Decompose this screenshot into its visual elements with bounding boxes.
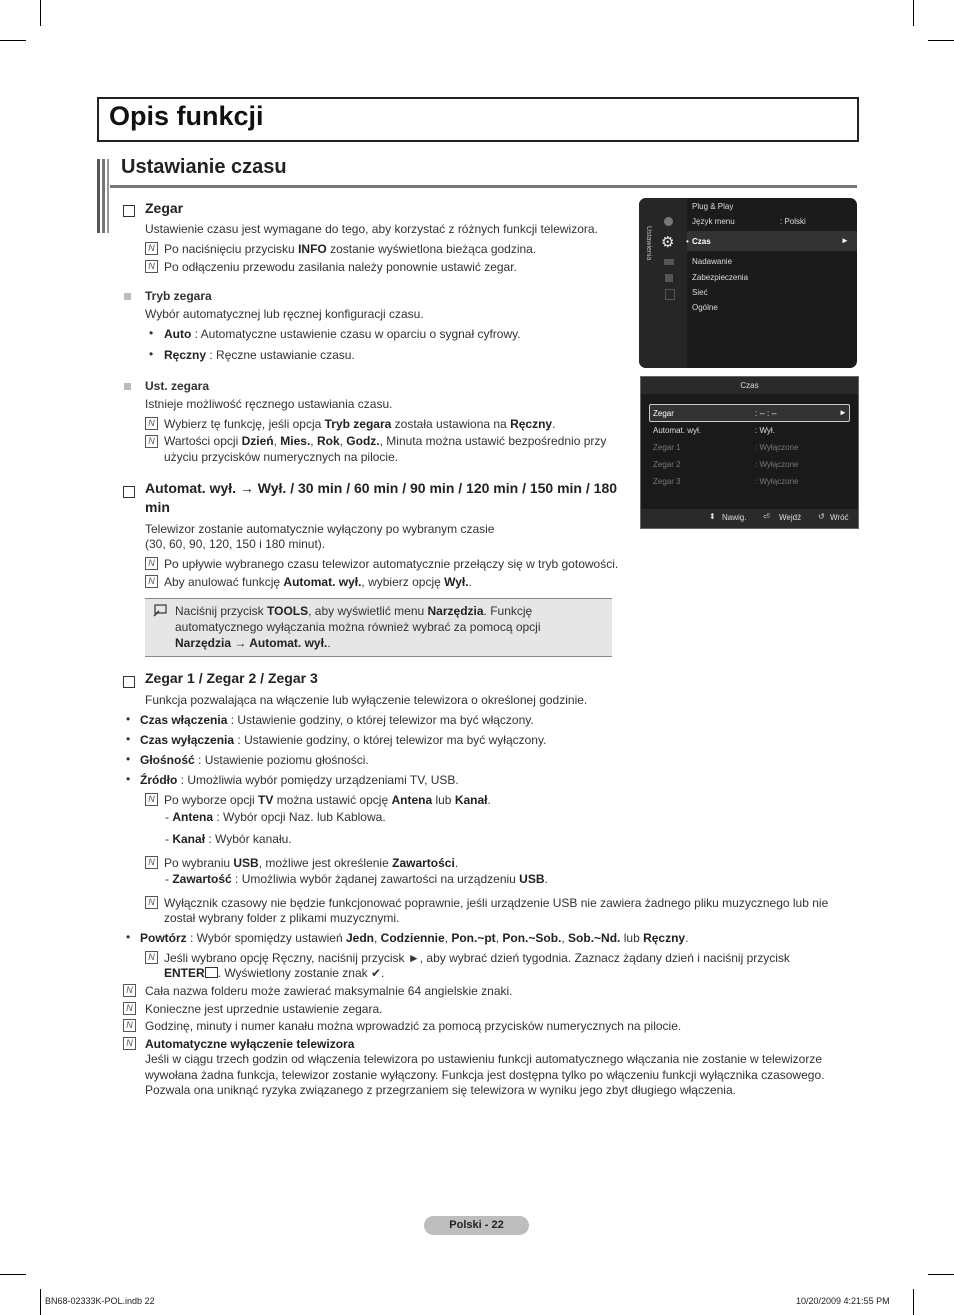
glosnosc-item: Głośność : Ustawienie poziomu głośności. (140, 753, 369, 767)
automat-heading-line2: min (145, 499, 170, 515)
bullet-icon: • (149, 347, 154, 361)
czas-title: Czas (740, 381, 759, 390)
bullet-icon: • (126, 712, 131, 726)
reczny-item: Ręczny : Ręczne ustawianie czasu. (164, 348, 355, 362)
checkbox-bullet-icon (123, 205, 135, 217)
bullet-icon: • (126, 752, 131, 766)
footer-timestamp: 10/20/2009 4:21:55 PM (796, 1296, 890, 1306)
zrodlo-note-1: Po wyborze opcji TV można ustawić opcję Antena lub Kanał. (164, 793, 491, 807)
menu-bullet-icon: • (686, 237, 689, 246)
row-zegar3-value: : Wyłączone (755, 477, 799, 486)
page-number: Polski - 22 (449, 1219, 504, 1231)
bullet-icon: • (149, 326, 154, 340)
general-note-4-line1: Jeśli w ciągu trzech godzin od włączenia telewizora po ustawieniu funkcji automatycznego włączania nie zostanie w telewizorze (145, 1052, 823, 1066)
zegar-heading: Zegar (145, 200, 184, 216)
general-note-3: Godzinę, minuty i numer kanału można wprowadzić za pomocą przycisków numerycznych na pilocie. (145, 1019, 682, 1033)
menu-item-plug-play[interactable]: Plug & Play (692, 202, 734, 211)
return-label: Wróć (830, 513, 849, 522)
note-icon: N (145, 575, 158, 588)
auto-item: Auto : Automatyczne ustawienie czasu w oparciu o sygnał cyfrowy. (164, 327, 521, 341)
menu-item-language[interactable]: Język menu (692, 217, 735, 226)
zrodlo-note-3-line2: został wybrany folder z plikami muzycznymi. (164, 911, 400, 925)
row-automat-label[interactable]: Automat. wył. (653, 426, 702, 435)
ust-note-2-line2: użyciu przycisków numerycznych na pilocie. (164, 450, 399, 464)
row-automat-value: : Wył. (755, 426, 775, 435)
tv-menu-czas (640, 376, 859, 529)
zegar123-heading: Zegar 1 / Zegar 2 / Zegar 3 (145, 670, 318, 686)
note-icon: N (145, 435, 158, 448)
tip-line-3: Narzędzia → Automat. wył.. (175, 636, 331, 650)
general-note-4-line3: Pozwala ona uniknąć ryzyka związanego z przegrzaniem się telewizora w wyniku jego zbyt długiego włączenia. (145, 1083, 736, 1097)
row-zegar1-label[interactable]: Zegar 1 (653, 443, 681, 452)
arrow-right-icon: ► (839, 408, 847, 417)
nav-label: Nawig. (722, 513, 747, 522)
enter-label: Wejdź (779, 513, 802, 522)
note-icon: N (123, 1037, 136, 1050)
square-bullet-icon (124, 293, 131, 300)
help-icon (665, 289, 675, 300)
powtorz-item: Powtórz : Wybór spomiędzy ustawień Jedn, Codziennie, Pon.~pt, Pon.~Sob., Sob.~Nd. lub Ręczny. (140, 931, 689, 945)
tryb-desc: Wybór automatycznej lub ręcznej konfiguracji czasu. (145, 307, 424, 321)
checkbox-bullet-icon (123, 676, 135, 688)
note-icon: N (145, 951, 158, 964)
powtorz-note-line1: Jeśli wybrano opcję Ręczny, naciśnij przycisk ►, aby wybrać dzień tygodnia. Zaznacz żądany dzień i naciśnij przycisk (164, 951, 790, 965)
bullet-icon: • (126, 930, 131, 944)
zawartosc-item: - Zawartość : Umożliwia wybór żądanej zawartości na urządzeniu USB. (165, 872, 548, 886)
row-zegar2-value: : Wyłączone (755, 460, 799, 469)
tools-icon (153, 604, 168, 617)
enter-icon: ⏎ (763, 512, 770, 521)
powtorz-note-line2: ENTER . Wyświetlony zostanie znak ✔. (164, 966, 385, 980)
crop-mark (40, 1289, 41, 1315)
footer-file-name: BN68-02333K-POL.indb 22 (45, 1296, 155, 1306)
general-note-1: Cała nazwa folderu może zawierać maksymalnie 64 angielskie znaki. (145, 984, 513, 998)
note-icon: N (145, 557, 158, 570)
ust-heading: Ust. zegara (145, 379, 210, 393)
crop-mark (40, 0, 41, 26)
czas-row-selected[interactable] (649, 404, 850, 422)
antena-item: - Antena : Wybór opcji Naz. lub Kablowa. (165, 810, 386, 824)
nav-arrows-icon: ⬍ (709, 512, 716, 521)
zegar123-desc: Funkcja pozwalająca na włączenie lub wyłączenie telewizora o określonej godzinie. (145, 693, 588, 707)
row-zegar2-label[interactable]: Zegar 2 (653, 460, 681, 469)
page-title: Opis funkcji (109, 101, 264, 131)
zegar-intro: Ustawienie czasu jest wymagane do tego, aby korzystać z różnych funkcji telewizora. (145, 222, 598, 236)
crop-mark (0, 40, 26, 41)
menu-item-nadawanie[interactable]: Nadawanie (692, 257, 733, 266)
note-icon: N (145, 417, 158, 430)
section-rule (110, 185, 857, 188)
note-icon: N (123, 1019, 136, 1032)
enter-icon (205, 967, 218, 978)
tip-line-1: Naciśnij przycisk TOOLS, aby wyświetlić menu Narzędzia. Funkcję (175, 604, 533, 618)
picture-icon (664, 217, 673, 226)
sidebar-label-wrap (645, 226, 655, 286)
menu-item-siec[interactable]: Sieć (692, 288, 708, 297)
zegar-note-2: Po odłączeniu przewodu zasilania należy ponownie ustawić zegar. (164, 260, 517, 274)
note-icon: N (145, 242, 158, 255)
czas-wy-item: Czas wyłączenia : Ustawienie godziny, o której telewizor ma być wyłączony. (140, 733, 547, 747)
section-title: Ustawianie czasu (121, 156, 287, 178)
bullet-icon: • (126, 732, 131, 746)
page-title-box (97, 97, 859, 142)
menu-item-selected[interactable] (687, 231, 857, 251)
note-icon: N (145, 260, 158, 273)
row-zegar3-label[interactable]: Zegar 3 (653, 477, 681, 486)
ust-note-1: Wybierz tę funkcję, jeśli opcja Tryb zegara została ustawiona na Ręczny. (164, 417, 556, 431)
zrodlo-note-3-line1: Wyłącznik czasowy nie będzie funkcjonować poprawnie, jeśli urządzenie USB nie zawiera żadnego pliku muzycznego lub nie (164, 896, 829, 910)
menu-item-zabezpieczenia[interactable]: Zabezpieczenia (692, 273, 749, 282)
check-icon: ✔ (370, 966, 382, 980)
menu-item-czas[interactable]: Czas (692, 237, 711, 246)
note-icon: N (145, 793, 158, 806)
tryb-heading: Tryb zegara (145, 289, 212, 303)
note-icon: N (123, 1002, 136, 1015)
crop-mark (928, 40, 954, 41)
row-zegar1-value: : Wyłączone (755, 443, 799, 452)
arrow-right-icon: ► (841, 236, 849, 245)
section-bars (97, 159, 109, 233)
tip-line-2: automatycznego wyłączania można również wybrać za pomocą opcji (175, 620, 541, 634)
menu-item-language-value: : Polski (780, 217, 806, 226)
bullet-icon: • (126, 772, 131, 786)
gear-icon: ⚙ (661, 234, 675, 251)
automat-note-2: Aby anulować funkcję Automat. wył., wybierz opcję Wył.. (164, 575, 472, 589)
automat-desc-2: (30, 60, 90, 120, 150 i 180 minut). (145, 537, 326, 551)
general-note-4-heading: Automatyczne wyłączenie telewizora (145, 1037, 355, 1051)
zegar-note-1: Po naciśnięciu przycisku INFO zostanie wyświetlona bieżąca godzina. (164, 242, 537, 256)
return-icon: ↺ (818, 512, 825, 521)
ust-desc: Istnieje możliwość ręcznego ustawiania czasu. (145, 397, 393, 411)
tv-menu-settings (639, 198, 857, 368)
checkbox-bullet-icon (123, 486, 135, 498)
czas-footer (641, 509, 858, 528)
tools-tip-box (145, 598, 612, 657)
czas-wl-item: Czas włączenia : Ustawienie godziny, o której telewizor ma być włączony. (140, 713, 534, 727)
crop-mark (913, 1289, 914, 1315)
channel-icon (664, 259, 674, 265)
crop-mark (928, 1274, 954, 1275)
note-icon: N (145, 856, 158, 869)
zrodlo-item: Źródło : Umożliwia wybór pomiędzy urządzeniami TV, USB. (140, 773, 459, 787)
zrodlo-note-2: Po wybraniu USB, możliwe jest określenie Zawartości. (164, 856, 459, 870)
menu-item-ogolne[interactable]: Ogólne (692, 303, 718, 312)
automat-heading-line1: Automat. wył. → Wył. / 30 min / 60 min / 90 min / 120 min / 150 min / 180 (145, 480, 618, 496)
automat-note-1: Po upływie wybranego czasu telewizor automatycznie przełączy się w tryb gotowości. (164, 557, 619, 571)
ust-note-2: Wartości opcji Dzień, Mies., Rok, Godz., Minuta można ustawić bezpośrednio przy (164, 434, 607, 448)
automat-desc-1: Telewizor zostanie automatycznie wyłączony po wybranym czasie (145, 522, 495, 536)
general-note-4-line2: wywołana żadna funkcja, telewizor zostanie wyłączony. Funkcja jest dostępna tylko po włączeniu funkcji wyłącznika czasowego. (145, 1068, 825, 1082)
crop-mark (913, 0, 914, 26)
input-icon (665, 274, 673, 282)
square-bullet-icon (124, 383, 131, 390)
general-note-2: Konieczne jest uprzednie ustawienie zegara. (145, 1002, 383, 1016)
note-icon: N (123, 984, 136, 997)
kanal-item: - Kanał : Wybór kanału. (165, 832, 292, 846)
row-zegar-label[interactable]: Zegar (653, 409, 674, 418)
row-zegar-value: : -- : -- (755, 409, 777, 418)
note-icon: N (145, 896, 158, 909)
crop-mark (0, 1274, 26, 1275)
page-number-pill (424, 1216, 529, 1235)
sidebar-label: Ustawienia (645, 226, 652, 261)
